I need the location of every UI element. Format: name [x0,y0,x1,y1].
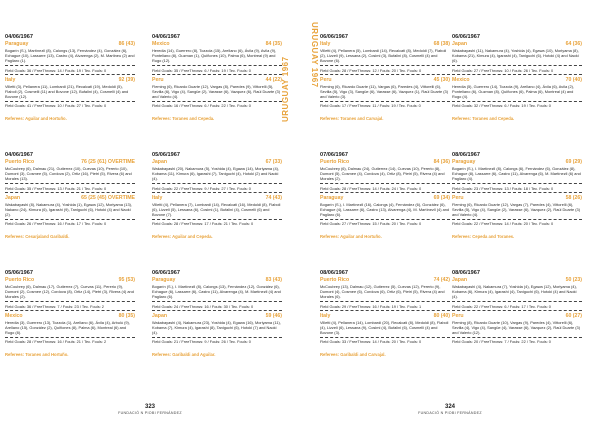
team-stats: Field Goals: 21 / FreeThrows: 9 / Fouls: 26 / Tec. Fouls: 0 [152,339,251,345]
team-score: 74 (43) [265,194,282,201]
dashed-divider [152,337,282,338]
dashed-divider [152,101,282,102]
team-players: Bogarín (S.), I. Martínezll (8), Calongs (13), Fernández (12), González (6), Echague (6), Lassarre (6), Castro (11), Alvarenga (4), M. Martínezll (4) and Pagliaro (6). [152,284,281,300]
match-date: 06/06/1967 [320,34,348,40]
page-number: 323 [144,404,155,410]
team-score: 70 (40) [565,76,582,83]
team-players: Villetti (3), Pellanera (11), Lombardi (21), Recalcati (19), Medoldi (5), Flaboli (2), Cosmelli (11) and Bovone (12), Bufalini (4), Cosmelli (4) and Bovone (12). [5,83,129,100]
match-date: 04/06/1967 [5,152,33,158]
team-header [452,159,582,166]
team-header [5,277,135,284]
team-header [320,195,450,202]
team-stats: Field Goals: 41 / FreeThrows: 10 / Fouls: 27 / Tec. Fouls: 0 [5,103,107,109]
team-stats: Field Goals: 16 / FreeThrows: 6 / Fouls: 22 / Tec. Fouls: 0 [152,103,251,109]
match-block [320,34,450,152]
team-score: 69 (34) [433,194,450,201]
team-name: Japan [5,194,20,201]
dashed-divider [5,183,135,184]
side-title: URUGUAY 1967 [310,22,319,88]
team-score: 86 (43) [118,41,135,47]
team-header [152,159,282,166]
dashed-divider [320,183,450,184]
team-name: Peru [452,194,464,201]
dashed-divider [452,219,582,220]
dashed-divider [320,337,450,338]
team-name: Peru [152,76,164,83]
dashed-divider [320,65,450,66]
team-header [5,41,135,48]
team-stats: Field Goals: 22 / FreeThrows: 9 / Fouls: 27 / Tec. Fouls: 0 [152,185,251,191]
team-stats: Field Goals: 24 / FreeThrows: 16 / Fouls: 30 / Tec. Fouls: 0 [152,303,254,309]
match-date: 08/06/1967 [320,270,348,276]
team-name: Puerto Rico [320,159,350,165]
team-players: McCoubrey (6), Dalmau (17), Gutierrez (7), Cuevas (11), Pererio (9), Dumont (2), Cosmee (12), Cordova (8), Ortiz (14), Pietri (3), Rivera (4) and Morales (2). [5,284,134,300]
team-header [452,77,582,84]
dashed-divider [5,101,135,102]
match-block [320,270,450,388]
team-score: 58 (26) [565,194,582,201]
team-header [320,77,450,84]
team-stats: Field Goals: 27 / FreeThrows: 15 / Fouls: 20 / Tec. Fouls: 0 [320,221,422,227]
match-column [152,34,282,388]
team-players: Bogarín (S.), I. Martínezll (8), Calongs (6), Fernández (6), González (8), Echague (8), Lassarre (6), Castro (11), Alvarenga (6), M. Martínezll (6) and Pagliaro (4). [452,166,581,182]
team-players: Villetti (4), Pellanera (5), Lombardi (14), Recalcati (8), Medoldi (7), Flaboli (2), Lizzeli (9), Lessana (2), Cosimi (3), Bufalini (8), Cosmelli (4) and Bovone (6). [320,48,447,64]
team-stats: Field Goals: 36 / FreeThrows: 7 / Fouls: 23 / Tec. Fouls: 2 [5,303,104,309]
match-date: 05/06/1967 [152,152,180,158]
team-stats: Field Goals: 27 / FreeThrows: 10 / Fouls: 26 / Tec. Fouls: 0 [452,67,554,73]
team-header [452,277,582,284]
match-referees: Referees: Cepeda and Toranes. [452,233,515,239]
team-name: Japan [452,41,467,47]
team-players: Wakabayashi (20), Nakamura (5), Yoshida (4), Egawa (14), Moriyama (4), Kobama (11), Kimura (6), Igarashi (7), Taniguchi (4), Hotoki (2) and Naoki (4). [152,166,279,182]
team-header [452,41,582,48]
team-name: Puerto Rico [320,277,350,283]
team-name: Japan [152,312,167,319]
dashed-divider [320,192,450,193]
team-players: Fleming (6), Ricardo Duarte (12), Vargas (7), Paredes (4), Vittorelli (6), Sevilla (5), Vigo (4), Sangüe (2), Varasse (6), Vazquez (2), Raúl Duarte (3) and Valerio (4). [452,201,581,218]
match-block [5,34,135,152]
team-players: Villetti (4), Pellanera (7), Lombardi (14), Recalcati (16), Medoldi (8), Flaboli (6), Lizzeli (5), Lessana (6), Cosimi (1), Bufalini (4), Cosmelli (6) and Bovone (7). [152,201,281,218]
team-stats: Field Goals: 26 / FreeThrows: 16 / Fouls: 17 / Tec. Fouls: 0 [5,221,107,227]
team-stats: Field Goals: 22 / FreeThrows: 14 / Fouls: 20 / Tec. Fouls: 0 [452,221,554,227]
match-referees: Referees: Toranes and Cepeda. [452,115,515,121]
team-name: Peru [452,312,464,319]
team-score: 64 (36) [565,41,582,47]
match-date: 08/06/1967 [452,270,480,276]
team-name: Mexico [152,41,170,47]
page-footer [0,404,300,415]
team-players: Villetti (4), Pellanera (14), Lombardi (20), Recalcati (8), Medoldi (8), Flaboli (4), Lizzeli (6), Lessana (9), Cosimi (4), Bufalini (6), Cosmelli (4) and Bovone (3). [320,319,449,336]
dashed-divider [5,192,135,193]
right-page [300,0,600,424]
team-score: 92 (39) [118,76,135,83]
match-column [320,34,450,388]
team-name: Italy [320,312,331,319]
match-block [452,152,582,270]
team-name: Italy [152,194,163,201]
team-stats: Field Goals: 29 / FreeThrows: 16 / Fouls: 19 / Tec. Fouls: 1 [320,303,422,309]
match-block [5,152,135,270]
team-score: 65 (25 (45) OVERTIME [81,194,135,201]
dashed-divider [452,310,582,311]
team-players: Fleming (6), Ricardo Duarte (12), Vargas (8), Paredes (9), Vittorelli (5), Sevilla (6), Vigo (4), Sangüe (2), Varasse (6), Vazquez (6), Raúl Duarte (3) and Valerio (4). [152,83,281,100]
dashed-divider [5,74,135,75]
team-players: Wakabayashi (8), Nakamura (4), Yoshida (1), Egawa (12), Moriyama (13), Nakano (24), Kimura (6), Igarashi (9), Taniguchi (6), Hotoki (4) and Naoki (2). [5,201,132,218]
team-name: Japan [452,277,467,283]
team-stats: Field Goals: 20 / FreeThrows: 7 / Fouls: 22 / Tec. Fouls: 0 [452,339,551,345]
team-name: Italy [320,41,331,47]
team-players: Bogarín (S.), Martínezll (8), Calongs (13), Fernández (4), González (6), Echague (10), Lassarre (13), Castro (4), Alvarenga (2), M. Martineu (2) and Pagliaro (1). [5,48,135,64]
dashed-divider [5,219,135,220]
team-score: 95 (53) [118,277,135,283]
team-score: 69 (29) [565,159,582,165]
dashed-divider [320,301,450,302]
team-header [320,313,450,320]
dashed-divider [320,219,450,220]
team-score: 68 (38) [433,41,450,47]
team-players: McCoubrey (13), Dalmau (12), Gutierrez (5), Cuevas (12), Pererio (9), Dumont (4), Cosmee (6), Cordova (6), Ortiz (6), Pietri (5), Rivera (4) and Morales (6). [320,284,445,300]
dashed-divider [320,101,450,102]
dashed-divider [452,192,582,193]
team-stats: Field Goals: 28 / FreeThrows: 16 / Fouls: 21 / Tec. Fouls: 2 [5,339,107,345]
team-header [320,277,450,284]
dashed-divider [452,183,582,184]
team-header [152,313,282,320]
team-name: Paraguay [152,277,176,283]
team-header [5,313,135,320]
team-name: Peru [320,76,332,83]
dashed-divider [320,74,450,75]
team-players: Heredia (3), Guerrero (13), Tozzola (1), Arellano (6), Ávila (4), Arbulú (9), Arellano (15), González (2), Quiñones (8), Palma (6), Montreal (6) and Rugo (8). [5,319,130,336]
team-score: 74 (42) [433,277,450,283]
dashed-divider [5,301,135,302]
team-header [452,313,582,320]
team-header [452,195,582,202]
dashed-divider [320,310,450,311]
team-score: 44 (22) [265,76,282,83]
match-date: 06/06/1967 [452,34,480,40]
match-block [452,34,582,152]
team-score: 80 (35) [118,312,135,319]
team-name: Italy [5,76,16,83]
team-header [5,77,135,84]
match-block [152,270,282,388]
team-name: Paraguay [320,194,344,201]
team-players: Wakabayashi (4), Nakamura (23), Yoshida (4), Egawa (16), Moriyama (11), Kobama (7), Kimura (4), Igarashi (8), Taniguchi (6), Hotoki (7) and Naoki (4). [152,319,281,336]
team-stats: Field Goals: 17 / FreeThrows: 11 / Fouls: 19 / Tec. Fouls: 0 [320,103,421,109]
team-stats: Field Goals: 22 / FreeThrows: 6 / Fouls: 17 / Tec. Fouls: 0 [452,303,551,309]
team-stats: Field Goals: 33 / FreeThrows: 14 / Fouls: 20 / Tec. Fouls: 0 [320,339,422,345]
team-stats: Field Goals: 36 / FreeThrows: 14 / Fouls: 19 / Tec. Fouls: 0 [5,67,107,73]
team-header [5,195,135,202]
side-title: URUGUAY 1967 [281,56,290,122]
match-column [452,34,582,388]
team-players: Fleming (8), Ricardo Duarte (10), Vargas (9), Paredes (4), Vittorelli (6), Sevilla (4), Vigo (4), Sangüe (4), Varasse (6), Vazquez (2), Raúl Duarte (3) and Valerio (12). [452,319,581,336]
team-header [320,159,450,166]
match-date: 08/06/1967 [452,152,480,158]
match-date: 07/06/1967 [320,152,348,158]
dashed-divider [152,192,282,193]
team-stats: Field Goals: 35 / FreeThrows: 6 / Fouls: 19 / Tec. Fouls: 0 [152,67,251,73]
match-referees: Referees: Cesarjaland Garibaldi. [5,233,70,239]
page-author: FUNDACIÓ N PIOBI FERNÁNDEZ [118,411,182,415]
match-referees: Referees: Garibaldi and Aguilar. [152,351,216,357]
team-score: 45 (30) [433,76,450,83]
team-header [5,159,135,166]
team-players: Fleming (6), Ricardo Duarte (11), Vargas (6), Paredes (4), Vittorelli (6), Sevilla (5), Vigo (3), Sangüe (6), Varasse (6), Vazquez (1), Raúl Duarte (3) and Valerio (3). [320,83,449,100]
match-referees: Referees: Aguilar and Cepeda. [152,233,213,239]
team-header [152,41,282,48]
team-players: Wakabayashi (11), Nakamura (4), Yoshida (4), Egawa (10), Moriyama (8), Kobama (21), Kimura (4), Igarashi (4), Taniguchi (6), Hotoki (4) and Naoki (6). [452,48,579,64]
dashed-divider [5,310,135,311]
match-referees: Referees: Garibaldi and Carvajal. [320,351,386,357]
team-players: Heredia (14), Guerrero (8), Tozzola (15), Arellano (6), Ávila (9), Avila (9), Ponteliano (8), Guzman (1), Quiñones (10), Palma (6), Montreal (9) and Rugo (12). [152,48,277,64]
team-players: Bogarín (S.), I. Martínezll (16), Calongs (4), Fernández (6), González (6), Echague (4), Lassarre (6), Castro (13), Alvarenga (4), M. Martínezll (4) and Pagliaro (6). [320,201,450,218]
match-date: 06/06/1967 [152,270,180,276]
match-block [320,152,450,270]
dashed-divider [452,101,582,102]
team-stats: Field Goals: 28 / FreeThrows: 17 / Fouls: 21 / Tec. Fouls: 0 [152,221,254,227]
match-referees: Referees: Aguilar and Hortuño. [5,115,67,121]
team-stats: Field Goals: 28 / FreeThrows: 14 / Fouls: 24 / Tec. Fouls: 0 [320,185,422,191]
match-referees: Referees: Aguilar and Hortuño. [320,233,382,239]
team-stats: Field Goals: 35 / FreeThrows: 13 / Fouls: 21 / Tec. Fouls: 0 [5,185,107,191]
dashed-divider [452,74,582,75]
match-referees: Referees: Toranes and Cepeda. [152,115,215,121]
dashed-divider [152,310,282,311]
team-name: Paraguay [452,159,476,165]
dashed-divider [152,183,282,184]
match-block [452,270,582,388]
match-date: 04/06/1967 [152,34,180,40]
team-name: Puerto Rico [5,159,35,165]
team-score: 50 (23) [565,277,582,283]
team-players: Wakabayashi (4), Nakamura (7), Yoshida (4), Egawa (12), Moriyama (4), Kobama (6), Kimura (4), Igarashi (4), Taniguchi (6), Hotoki (4) and Naoki (4). [452,284,577,300]
team-score: 83 (43) [265,277,282,283]
dashed-divider [452,337,582,338]
match-date: 04/06/1967 [5,34,33,40]
team-header [152,277,282,284]
team-players: McCoubrey (6), Dalmau (21), Gutierrez (10), Cuevas (10), Pererio (10), Dumont (3), Cosmee (5), Cordova (2), Ortiz (16), Pietri (5), Rivera (6) and Morales (13). [5,166,132,182]
team-score: 76 (25 (61) OVERTIME [81,159,135,165]
team-name: Mexico [5,312,23,319]
dashed-divider [5,337,135,338]
match-block [152,34,282,152]
match-column [5,34,135,388]
team-score: 60 (27) [565,312,582,319]
dashed-divider [452,301,582,302]
team-header [152,77,282,84]
dashed-divider [152,301,282,302]
dashed-divider [5,65,135,66]
team-score: 59 (46) [265,312,282,319]
page-author: FUNDACIÓ N PIOBI FERNÁNDEZ [418,411,482,415]
team-name: Puerto Rico [5,277,35,283]
team-players: McCoubrey (6), Dalmau (24), Gutierrez (14), Cuevas (10), Pererio (8), Dumont (5), Cosmee (4), Cordova (4), Ortiz (8), Pietri (5), Rivera (4) and Morales (2). [320,166,445,182]
match-date: 05/06/1967 [5,270,33,276]
page-number: 324 [444,404,455,410]
team-stats: Field Goals: 23 / FreeThrows: 13 / Fouls: 18 / Tec. Fouls: 0 [452,185,554,191]
team-name: Paraguay [5,41,29,47]
match-block [5,270,135,388]
team-name: Japan [152,159,167,165]
team-stats: Field Goals: 32 / FreeThrows: 6 / Fouls: 19 / Tec. Fouls: 0 [452,103,551,109]
dashed-divider [152,219,282,220]
team-stats: Field Goals: 28 / FreeThrows: 12 / Fouls: 20 / Tec. Fouls: 0 [320,67,422,73]
team-header [152,195,282,202]
dashed-divider [152,74,282,75]
team-score: 84 (35) [265,41,282,47]
match-referees: Referees: Toranes and Carvajal. [320,115,384,121]
team-score: 67 (33) [265,159,282,165]
dashed-divider [152,65,282,66]
match-block [152,152,282,270]
team-header [320,41,450,48]
team-score: 84 (36) [433,159,450,165]
match-referees: Referees: Toranes and Hortuño. [5,351,69,357]
team-players: Heredia (5), Guerrero (14), Tozzola (9), Arellano (4), Ávila (6), Avila (2), Ponteliano (6), Guzman (8), Quiñones (6), Palma (6), Montreal (4) and Rugo (4). [452,83,575,100]
page-footer [300,404,600,415]
team-score: 80 (40) [433,312,450,319]
dashed-divider [452,65,582,66]
team-name: Mexico [452,76,470,83]
